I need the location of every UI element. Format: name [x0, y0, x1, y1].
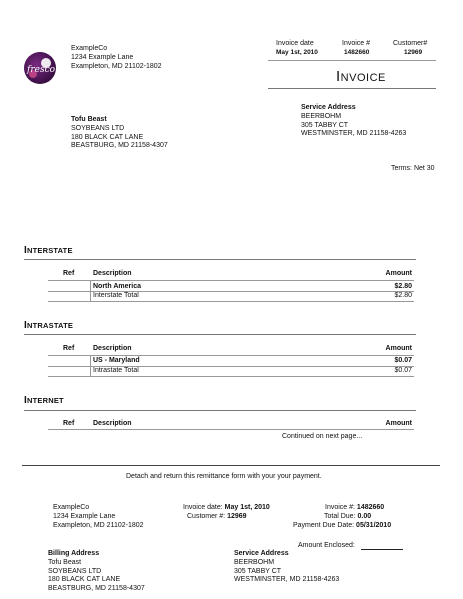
invoice-num-value: 1482660	[344, 49, 370, 56]
company-address2: Exampleton, MD 21102-1802	[71, 62, 162, 70]
col-ref: Ref	[63, 420, 75, 427]
logo-mark	[24, 52, 56, 84]
bill-to-line2: 180 BLACK CAT LANE	[71, 133, 144, 141]
service-line1: BEERBOHM	[301, 112, 342, 120]
row-description: US - Maryland	[93, 357, 140, 364]
remit-billing-name: Tofu Beast	[48, 558, 82, 566]
remit-total-due: Total Due: 0.00	[324, 513, 372, 520]
amount-enclosed-label: Amount Enclosed:	[298, 542, 355, 549]
customer-num-label: Customer#	[393, 40, 428, 47]
row-description: Interstate Total	[93, 292, 139, 299]
section-title-interstate: INTERSTATE	[24, 245, 73, 256]
table-col-divider	[90, 280, 91, 301]
remit-customer: Customer #: 12969	[187, 513, 247, 520]
remit-billing-block	[48, 550, 145, 594]
row-description: Intrastate Total	[93, 367, 139, 374]
row-amount: $2.80	[394, 283, 412, 290]
table-col-divider	[90, 355, 91, 376]
company-name: ExampleCo	[71, 45, 108, 52]
remit-billing-line1: SOYBEANS LTD	[48, 567, 102, 575]
bill-to-block	[71, 116, 168, 151]
table-rule	[48, 376, 414, 377]
invoice-title: INVOICE	[336, 68, 386, 85]
remit-service-label: Service Address	[234, 550, 289, 557]
col-amount: Amount	[385, 345, 412, 352]
col-description: Description	[93, 420, 132, 427]
payment-terms: Terms: Net 30	[391, 165, 435, 172]
table-row	[48, 356, 414, 366]
row-amount: $0.07	[394, 357, 412, 364]
remittance-divider	[22, 465, 440, 466]
table-rule	[48, 301, 414, 302]
remit-company-block	[53, 504, 144, 530]
row-amount: $2.80	[394, 292, 412, 299]
remittance-instruction: Detach and return this remittance form with your your payment.	[126, 473, 322, 480]
section-title-internet: INTERNET	[24, 395, 64, 406]
service-address-block	[301, 104, 406, 139]
company-block	[71, 45, 162, 71]
remit-service-block	[234, 550, 339, 585]
title-divider	[268, 88, 436, 89]
logo-text: fresco	[27, 65, 56, 75]
row-description: North America	[93, 283, 141, 290]
remit-billing-line2: 180 BLACK CAT LANE	[48, 576, 121, 584]
invoice-date-label: Invoice date	[276, 40, 314, 47]
bill-to-line3: BEASTBURG, MD 21158-4307	[71, 142, 168, 150]
col-description: Description	[93, 270, 132, 277]
remit-invoice-num: Invoice #: 1482660	[325, 504, 385, 511]
bill-to-name: Tofu Beast	[71, 116, 107, 123]
amount-enclosed-line[interactable]	[361, 549, 403, 550]
table-row	[48, 291, 414, 301]
col-ref: Ref	[63, 270, 75, 277]
section-divider	[24, 410, 416, 411]
table-header	[48, 419, 414, 429]
service-line2: 305 TABBY CT	[301, 121, 349, 129]
company-address1: 1234 Example Lane	[71, 53, 134, 61]
invoice-num-label: Invoice #	[342, 40, 371, 47]
remit-service-line1: BEERBOHM	[234, 558, 275, 566]
remit-payment-due: Payment Due Date: 05/31/2010	[293, 522, 392, 529]
col-amount: Amount	[385, 420, 412, 427]
bill-to-line1: SOYBEANS LTD	[71, 124, 125, 132]
continued-note: Continued on next page...	[282, 433, 363, 440]
remit-invoice-date: Invoice date: May 1st, 2010	[183, 504, 270, 511]
remit-service-line3: WESTMINSTER, MD 21158-4263	[234, 576, 340, 584]
col-amount: Amount	[385, 270, 412, 277]
section-divider	[24, 259, 416, 260]
table-header	[48, 344, 414, 354]
section-divider	[24, 334, 416, 335]
table-header-rule	[48, 280, 414, 281]
header-divider	[268, 60, 436, 61]
customer-num-value: 12969	[404, 49, 423, 56]
remit-billing-label: Billing Address	[48, 550, 100, 557]
table-rule	[48, 291, 414, 292]
remit-company-address1: 1234 Example Lane	[53, 512, 116, 520]
service-line3: WESTMINSTER, MD 21158-4263	[301, 130, 407, 138]
row-amount: $0.07	[394, 367, 412, 374]
table-rule	[48, 366, 414, 367]
table-header-rule	[48, 429, 414, 430]
remit-billing-line3: BEASTBURG, MD 21158-4307	[48, 585, 145, 592]
service-address-label: Service Address	[301, 104, 356, 111]
invoice-date-value: May 1st, 2010	[276, 49, 318, 56]
remit-company-address2: Exampleton, MD 21102-1802	[53, 521, 144, 529]
col-description: Description	[93, 345, 132, 352]
remit-company-name: ExampleCo	[53, 504, 90, 511]
table-header	[48, 269, 414, 279]
remit-service-line2: 305 TABBY CT	[234, 567, 282, 575]
col-ref: Ref	[63, 345, 75, 352]
table-row	[48, 366, 414, 376]
company-logo	[24, 52, 56, 84]
section-title-intrastate: INTRASTATE	[24, 320, 74, 331]
